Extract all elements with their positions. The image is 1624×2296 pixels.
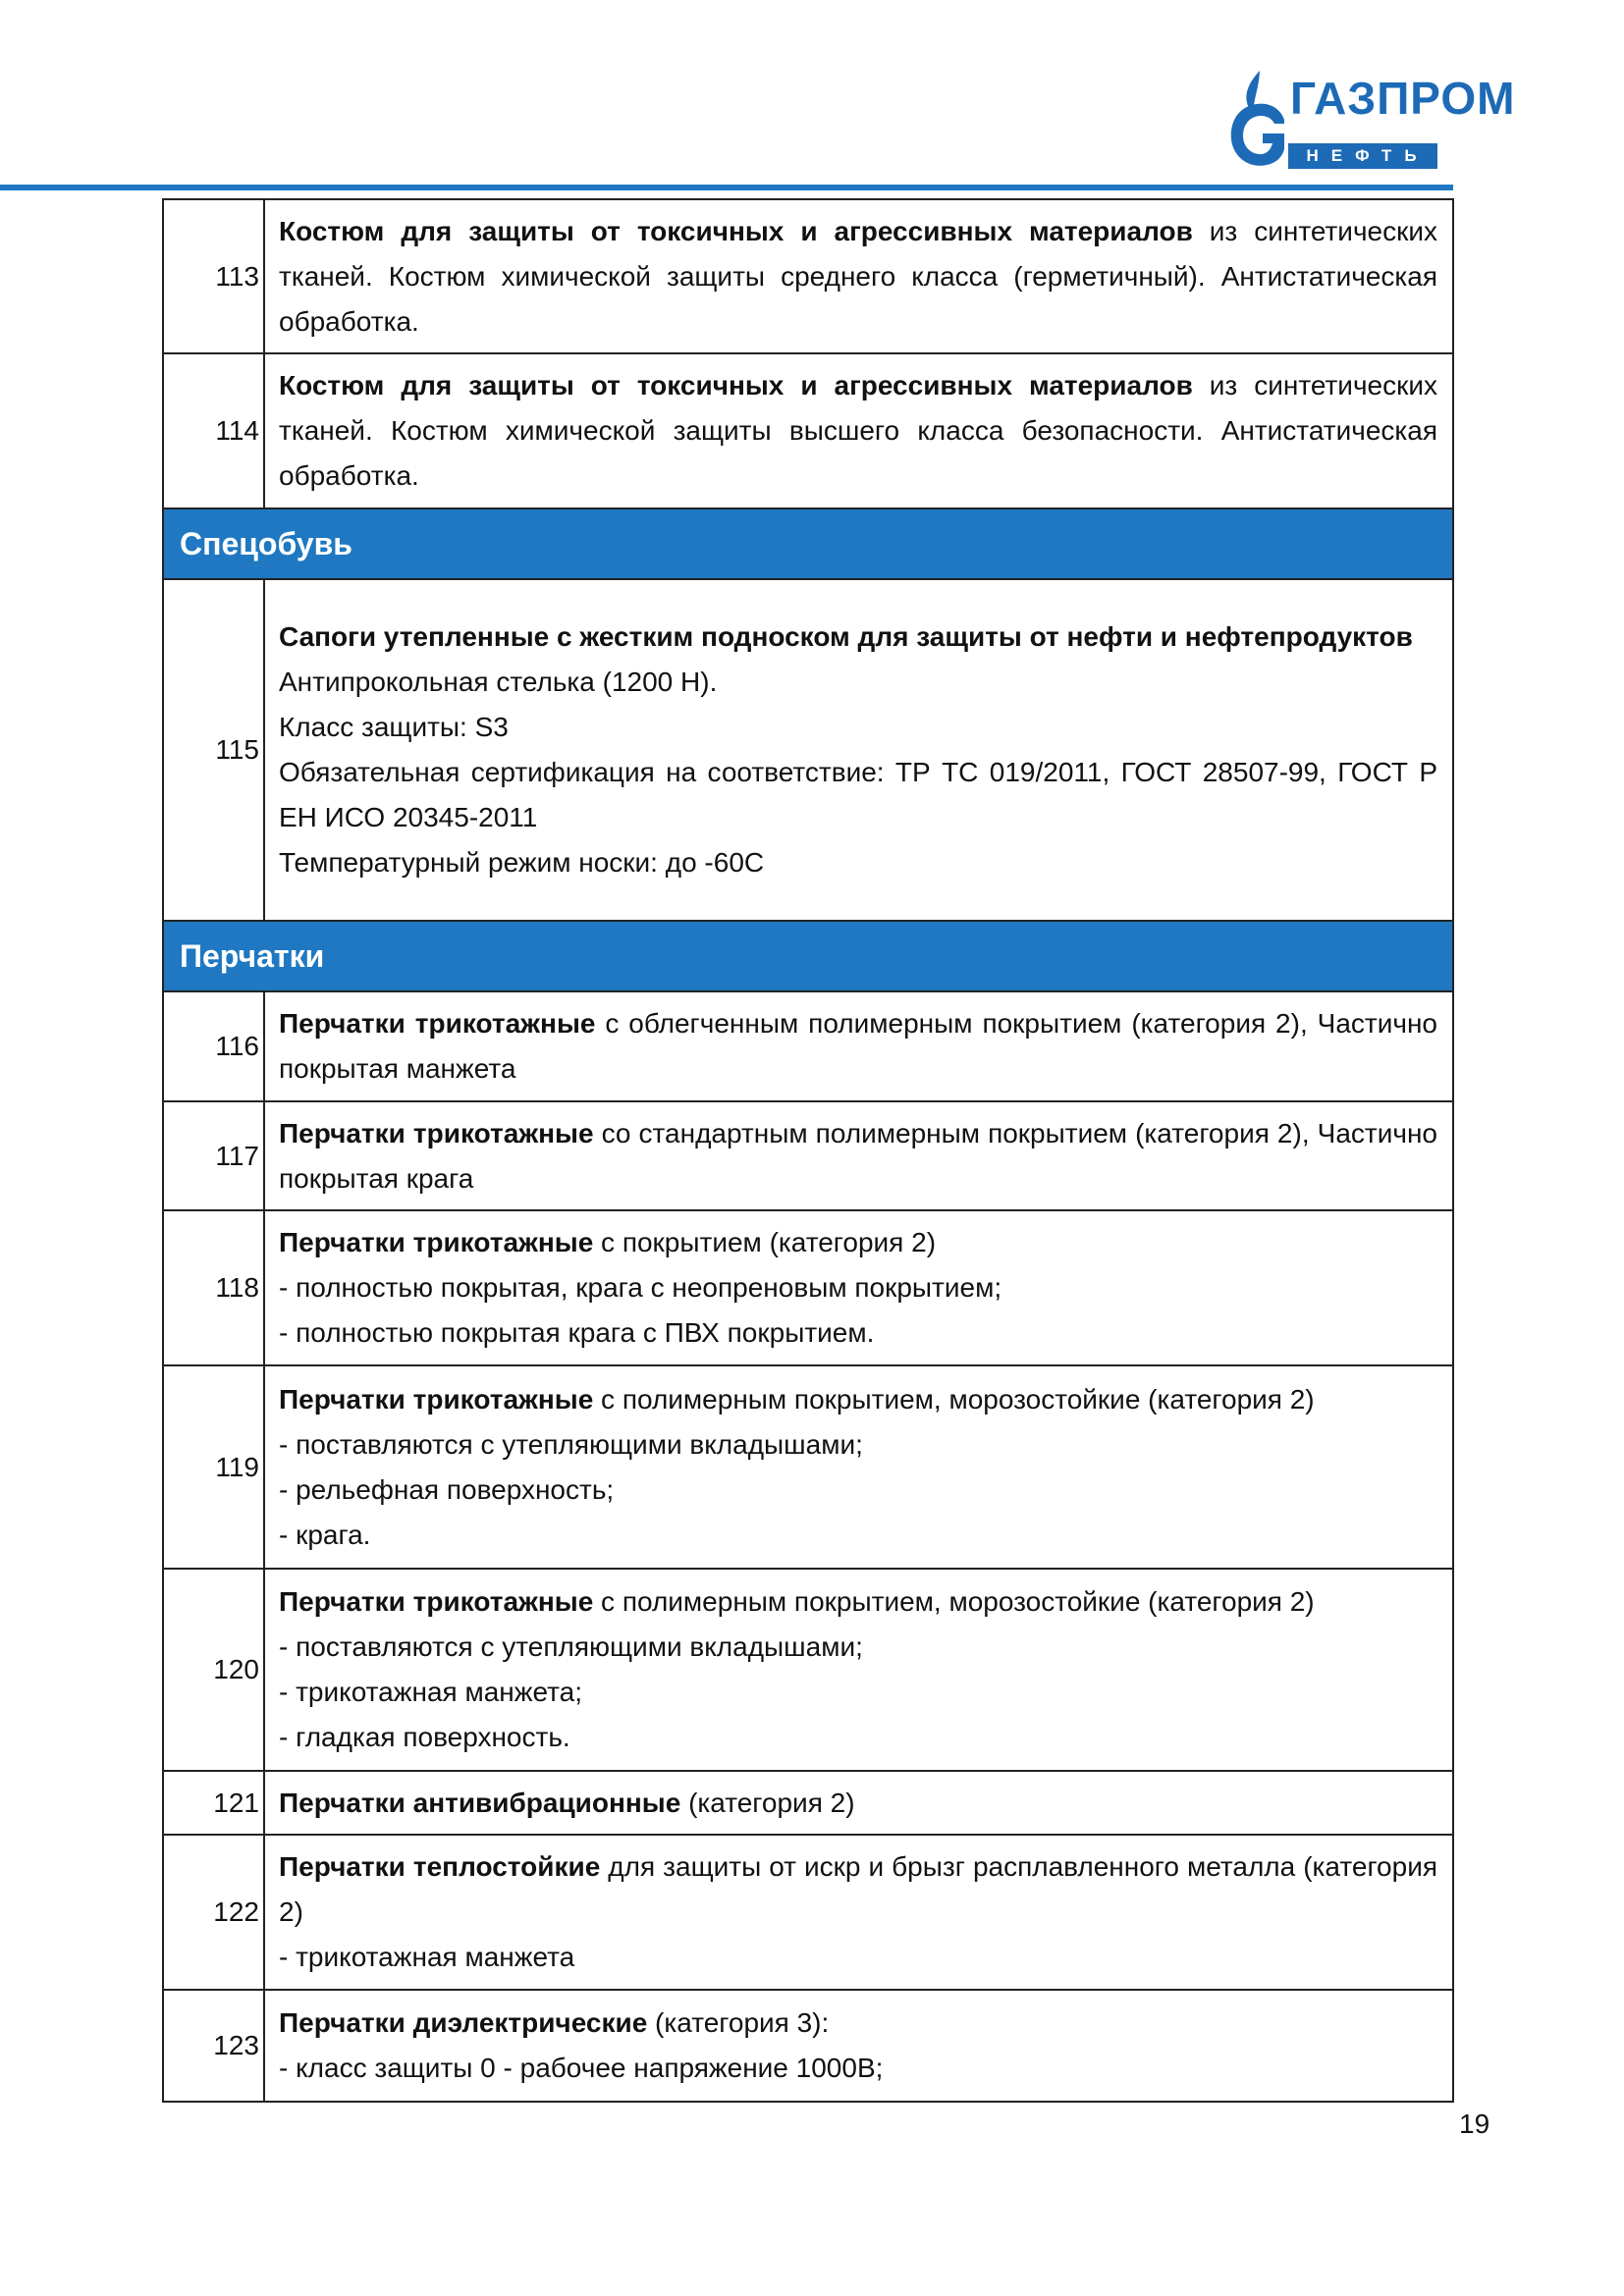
description-line: - трикотажная манжета; xyxy=(279,1677,582,1707)
item-description xyxy=(264,1835,1453,1990)
section-header-row xyxy=(163,921,1453,991)
description-line: Температурный режим носки: до -60С xyxy=(279,847,765,878)
item-number: 123 xyxy=(163,1990,264,2102)
table-row xyxy=(163,991,1453,1101)
table-row xyxy=(163,1835,1453,1990)
item-number: 114 xyxy=(163,353,264,508)
item-description xyxy=(264,199,1453,353)
item-number: 113 xyxy=(163,199,264,353)
flame-g-logo-icon xyxy=(1225,67,1294,171)
description-line: - поставляются с утепляющими вкладышами; xyxy=(279,1428,863,1460)
description-line: - поставляются с утепляющими вкладышами; xyxy=(279,1631,863,1662)
table-row xyxy=(163,1990,1453,2102)
table-row xyxy=(163,1569,1453,1771)
description-line: Антипрокольная стелька (1200 Н). xyxy=(279,667,718,697)
description-line: Обязательная сертификация на соответствие: ТР ТС 019/2011, ГОСТ 28507-99, ГОСТ Р ЕН ИСО 20345-2011 xyxy=(279,757,1437,832)
table-row xyxy=(163,1101,1453,1210)
page-number: 19 xyxy=(1459,2109,1490,2139)
description-line: Перчатки диэлектрические (категория 3): xyxy=(279,2007,830,2038)
description-line: - рельефная поверхность; xyxy=(279,1473,615,1505)
item-description xyxy=(264,1990,1453,2102)
description-line: Перчатки трикотажные с покрытием (категория 2) xyxy=(279,1227,937,1257)
table-row xyxy=(163,1365,1453,1569)
gazprom-neft-logo xyxy=(1225,65,1516,171)
description-line: Перчатки трикотажные с полимерным покрытием, морозостойкие (категория 2) xyxy=(279,1586,1315,1617)
description-line: Перчатки трикотажные с облегченным полимерным покрытием (категория 2), Частично покрытая манжета xyxy=(279,1008,1437,1084)
item-description xyxy=(264,1210,1453,1365)
table-row xyxy=(163,199,1453,353)
description-line: Перчатки трикотажные со стандартным полимерным покрытием (категория 2), Частично покрытая крага xyxy=(279,1117,1437,1194)
description-line: Перчатки теплостойкие для защиты от искр и брызг расплавленного металла (категория 2) xyxy=(279,1851,1438,1927)
table-row xyxy=(163,1771,1453,1835)
description-line: Сапоги утепленные с жестким подноском для защиты от нефти и нефтепродуктов xyxy=(279,621,1413,652)
table-row xyxy=(163,579,1453,921)
item-number: 115 xyxy=(163,579,264,921)
item-number: 117 xyxy=(163,1101,264,1210)
item-description xyxy=(264,991,1453,1101)
description-line: - трикотажная манжета xyxy=(279,1942,575,1972)
item-number: 116 xyxy=(163,991,264,1101)
item-number: 121 xyxy=(163,1771,264,1835)
item-description xyxy=(264,1365,1453,1569)
description-line: - полностью покрытая крага с ПВХ покрытием. xyxy=(279,1317,875,1348)
section-header-row xyxy=(163,508,1453,579)
description-line: Перчатки трикотажные с полимерным покрытием, морозостойкие (категория 2) xyxy=(279,1383,1315,1415)
logo-wordmark: ГАЗПРОМ xyxy=(1290,73,1516,124)
description-line: - гладкая поверхность. xyxy=(279,1722,570,1752)
description-line: - крага. xyxy=(279,1519,371,1550)
description-line: Костюм для защиты от токсичных и агрессивных материалов из синтетических тканей. Костюм химической защиты среднего класса (герметичный). Антистатическая обработка. xyxy=(279,215,1437,337)
item-number: 119 xyxy=(163,1365,264,1569)
header-rule xyxy=(0,185,1453,190)
logo-subtitle: НЕФТЬ xyxy=(1288,143,1437,169)
item-number: 118 xyxy=(163,1210,264,1365)
description-line: Перчатки антивибрационные (категория 2) xyxy=(279,1787,855,1818)
item-number: 120 xyxy=(163,1569,264,1771)
item-number: 122 xyxy=(163,1835,264,1990)
item-description xyxy=(264,353,1453,508)
section-header: Перчатки xyxy=(163,921,1453,991)
table-row xyxy=(163,353,1453,508)
item-description xyxy=(264,1569,1453,1771)
ppe-items-table xyxy=(162,198,1454,2103)
description-line: - полностью покрытая, крага с неопреновым покрытием; xyxy=(279,1272,1002,1303)
section-header: Спецобувь xyxy=(163,508,1453,579)
item-description xyxy=(264,1771,1453,1835)
description-line: Костюм для защиты от токсичных и агрессивных материалов из синтетических тканей. Костюм химической защиты высшего класса безопасности. Антистатическая обработка. xyxy=(279,370,1437,491)
item-description xyxy=(264,579,1453,921)
table-row xyxy=(163,1210,1453,1365)
item-description xyxy=(264,1101,1453,1210)
description-line: Класс защиты: S3 xyxy=(279,712,509,742)
description-line: - класс защиты 0 - рабочее напряжение 1000В; xyxy=(279,2053,884,2083)
